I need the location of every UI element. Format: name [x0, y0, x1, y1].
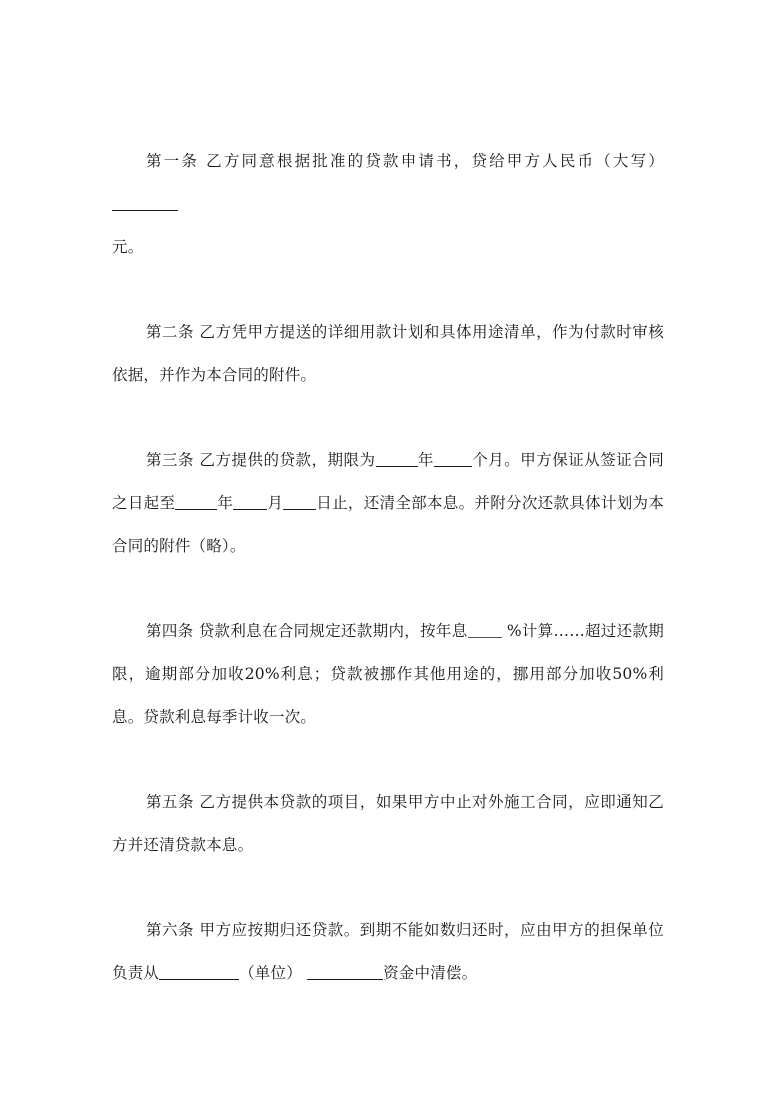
end-day-blank[interactable]	[283, 494, 316, 511]
guarantor-unit-blank[interactable]	[159, 964, 239, 981]
clause-6	[112, 909, 664, 995]
clause-4	[112, 610, 664, 739]
year-label-2: 年	[217, 494, 234, 512]
clause-1	[112, 140, 664, 269]
clause-2-text: 第二条 乙方凭甲方提送的详细用款计划和具体用途清单，作为付款时审核依据，并作为本合同的附件。	[112, 323, 664, 384]
interest-rate-blank[interactable]	[468, 622, 502, 639]
end-month-blank[interactable]	[233, 494, 267, 511]
unit-label: （单位）	[239, 964, 302, 982]
amount-blank[interactable]	[112, 195, 178, 212]
clause-4-text-2: %计算……超过还款期限，逾期部分加收20%利息；贷款被挪作其他用途的，挪用部分加收50%利息。贷款利息每季计收一次。	[112, 622, 664, 726]
clause-3-text-2: 个月。甲方保证从签证合同之日起至	[112, 451, 664, 512]
clause-6-text-2: 资金中清偿。	[383, 964, 478, 982]
month-label: 月	[267, 494, 284, 512]
clause-3-text-3: 日止，还清全部本息。并附分次还款具体计划为本合同的附件（略）。	[112, 494, 665, 555]
end-year-blank[interactable]	[175, 494, 217, 511]
year-label: 年	[417, 451, 434, 469]
term-months-blank[interactable]	[434, 451, 472, 468]
funds-blank[interactable]	[307, 964, 383, 981]
clause-3	[112, 439, 664, 568]
clause-1-text: 第一条 乙方同意根据批准的贷款申请书，贷给甲方人民币（大写）	[146, 152, 664, 170]
clause-2	[112, 311, 664, 397]
clause-6-text: 第六条 甲方应按期归还贷款。到期不能如数归还时，应由甲方的担保单位负责从	[112, 921, 664, 982]
clause-1-tail: 元。	[112, 238, 144, 256]
clause-5-text: 第五条 乙方提供本贷款的项目，如果甲方中止对外施工合同，应即通知乙方并还清贷款本息。	[112, 793, 664, 854]
contract-document	[112, 140, 664, 1037]
clause-5	[112, 781, 664, 867]
clause-4-text: 第四条 贷款利息在合同规定还款期内，按年息	[146, 622, 468, 640]
term-years-blank[interactable]	[376, 451, 418, 468]
clause-3-text: 第三条 乙方提供的贷款，期限为	[146, 451, 376, 469]
